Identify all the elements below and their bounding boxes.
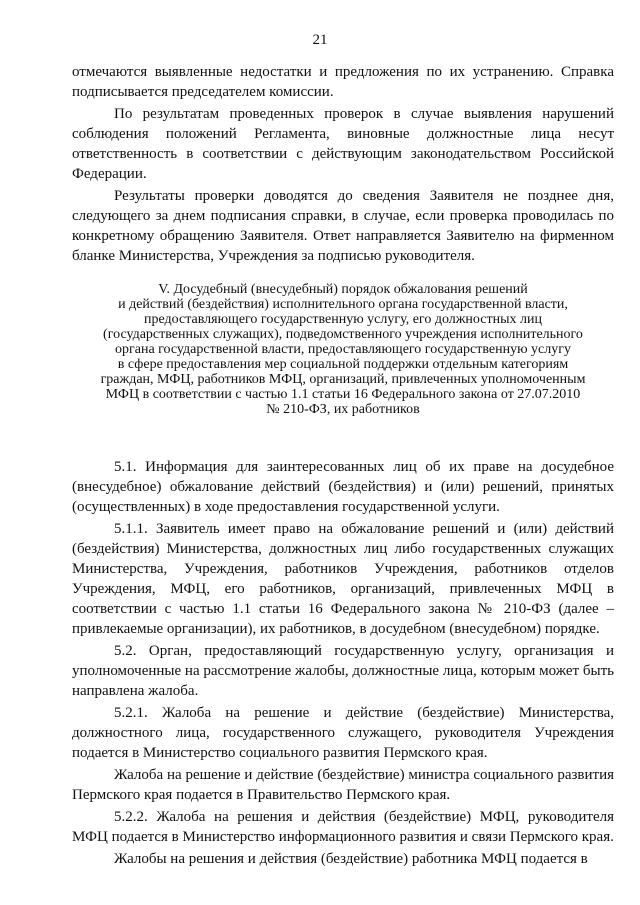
paragraph-5-2-1: 5.2.1. Жалоба на решение и действие (бездействие) Министерства, должностного лица, государственного служащего, руководителя Учреждения подается в Министерство социального развития Пермского края. bbox=[72, 705, 614, 761]
paragraph-5-1: 5.1. Информация для заинтересованных лиц об их праве на досудебное (внесудебное) обжалование действий (бездействия) и (или) решений, принятых (осуществленных) в ходе предоставления государственной услуги. bbox=[72, 459, 614, 515]
paragraph-5-2-2: 5.2.2. Жалоба на решения и действия (бездействие) МФЦ, руководителя МФЦ подается в Министерство информационного развития и связи Пермского края. bbox=[72, 809, 614, 845]
paragraph-5-2: 5.2. Орган, предоставляющий государственную услугу, организация и уполномоченные на рассмотрение жалобы, должностные лица, которым может быть направлена жалоба. bbox=[72, 643, 614, 699]
document-body bbox=[72, 62, 614, 871]
section-heading-line: и действий (бездействия) исполнительного органа государственной власти, bbox=[118, 297, 568, 312]
section-heading-line: № 210-ФЗ, их работников bbox=[266, 402, 420, 417]
section-spacer bbox=[72, 423, 614, 457]
paragraph-5-1-1: 5.1.1. Заявитель имеет право на обжалование решений и (или) действий (бездействия) Министерства, должностных лиц либо государственных служащих Министерства, Учреждения, работников Учреждения, работников отделов Учреждения, МФЦ, его работников, организаций, привлеченных МФЦ в соответствии с частью 1.1 статьи 16 Федерального закона № 210-ФЗ (далее – привлекаемые организации), их работников, в досудебном (внесудебном) порядке. bbox=[72, 521, 614, 637]
section-heading-line: (государственных служащих), подведомственного учреждения исполнительного bbox=[103, 327, 583, 342]
section-heading bbox=[72, 282, 614, 417]
section-heading-line: граждан, МФЦ, работников МФЦ, организаций, привлеченных уполномоченным bbox=[100, 372, 586, 387]
paragraph-results: Результаты проверки доводятся до сведения Заявителя не позднее дня, следующего за днем подписания справки, в случае, если проверка проводилась по конкретному обращению Заявителя. Ответ направляется Заявителю на фирменном бланке Министерства, Учреждения за подписью руководителя. bbox=[72, 188, 614, 264]
paragraph-continuation: отмечаются выявленные недостатки и предложения по их устранению. Справка подписывается председателем комиссии. bbox=[72, 64, 614, 100]
page-number: 21 bbox=[312, 32, 328, 48]
section-heading-line: в сфере предоставления мер социальной поддержки отдельным категориям bbox=[117, 357, 569, 372]
paragraph-mfc-worker-complaint: Жалобы на решения и действия (бездействие) работника МФЦ подается в bbox=[114, 851, 588, 867]
section-heading-line: V. Досудебный (внесудебный) порядок обжалования решений bbox=[158, 282, 528, 297]
section-heading-line: органа государственной власти, предоставляющего государственную услугу bbox=[115, 342, 571, 357]
paragraph-minister-complaint: Жалоба на решение и действие (бездействие) министра социального развития Пермского края подается в Правительство Пермского края. bbox=[72, 767, 614, 803]
section-heading-line: МФЦ в соответствии с частью 1.1 статьи 16 Федерального закона от 27.07.2010 bbox=[105, 387, 581, 402]
section-heading-line: предоставляющего государственную услугу, его должностных лиц bbox=[144, 312, 542, 327]
paragraph-responsibility: По результатам проведенных проверок в случае выявления нарушений соблюдения положений Регламента, виновные должностные лица несут ответственность в соответствии с действующим законодательством Российской Федерации. bbox=[72, 106, 614, 182]
